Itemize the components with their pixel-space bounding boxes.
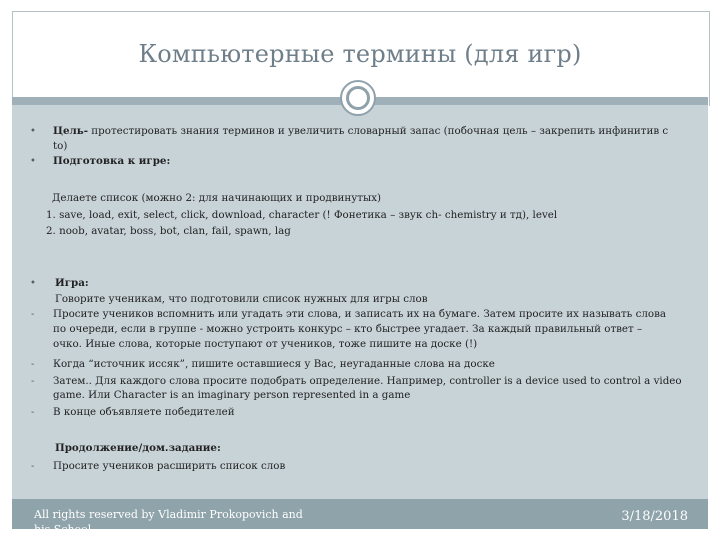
bullet-marker: •: [30, 126, 36, 137]
homework-text: Просите учеников расширить список слов: [53, 460, 286, 472]
dash-marker: -: [31, 309, 35, 320]
goal-line: [53, 124, 668, 139]
prep-label: Подготовка к игре:: [53, 155, 171, 167]
footer-date: 3/18/2018: [621, 509, 688, 524]
dash-marker: -: [31, 407, 35, 418]
dash-marker: -: [31, 376, 35, 387]
dash-marker: -: [31, 359, 35, 370]
game-step-4: В конце объявляете победителей: [53, 406, 235, 418]
prep-line-3: 2. noob, avatar, boss, bot, clan, fail, spawn, lag: [46, 225, 291, 237]
game-step-3b: game. Или Character is an imaginary person represented in a game: [53, 389, 411, 401]
goal-text-continued: to): [53, 140, 68, 152]
dash-marker: -: [31, 461, 35, 472]
goal-text: протестировать знания терминов и увеличить словарный запас (побочная цель – закрепить инфинитив с: [88, 125, 669, 137]
prep-line-2: 1. save, load, exit, select, click, download, character (! Фонетика – звук ch- chemistry и тд), level: [46, 209, 558, 221]
homework-label: Продолжение/дом.задание:: [55, 442, 221, 454]
game-label: Игра:: [55, 277, 89, 289]
game-step-1c: очко. Иные слова, которые поступают от учеников, тоже пишите на доске (!): [53, 338, 478, 350]
game-step-3a: Затем.. Для каждого слова просите подобрать определение. Например, controller is a device used to control a video: [53, 375, 682, 387]
slide-title: Компьютерные термины (для игр): [138, 40, 582, 68]
bullet-marker: •: [30, 278, 36, 289]
bullet-marker: •: [30, 156, 36, 167]
ring-inner-icon: [346, 86, 370, 110]
game-step-1a: Просите учеников вспомнить или угадать эти слова, и записать их на бумаге. Затем просите их называть слова: [53, 308, 667, 320]
prep-line-1: Делаете список (можно 2: для начинающих и продвинутых): [52, 192, 382, 204]
game-step-1b: по очереди, если в группе - можно устроить конкурс – кто быстрее угадает. За каждый правильный ответ –: [53, 323, 643, 335]
goal-label: Цель-: [53, 125, 89, 137]
game-intro: Говорите ученикам, что подготовили список нужных для игры слов: [55, 293, 428, 305]
game-step-2: Когда “источник иссяк”, пишите оставшиеся у Вас, неугаданные слова на доске: [53, 358, 495, 370]
footer-copyright: All rights reserved by Vladimir Prokopovich and his School: [34, 508, 303, 536]
